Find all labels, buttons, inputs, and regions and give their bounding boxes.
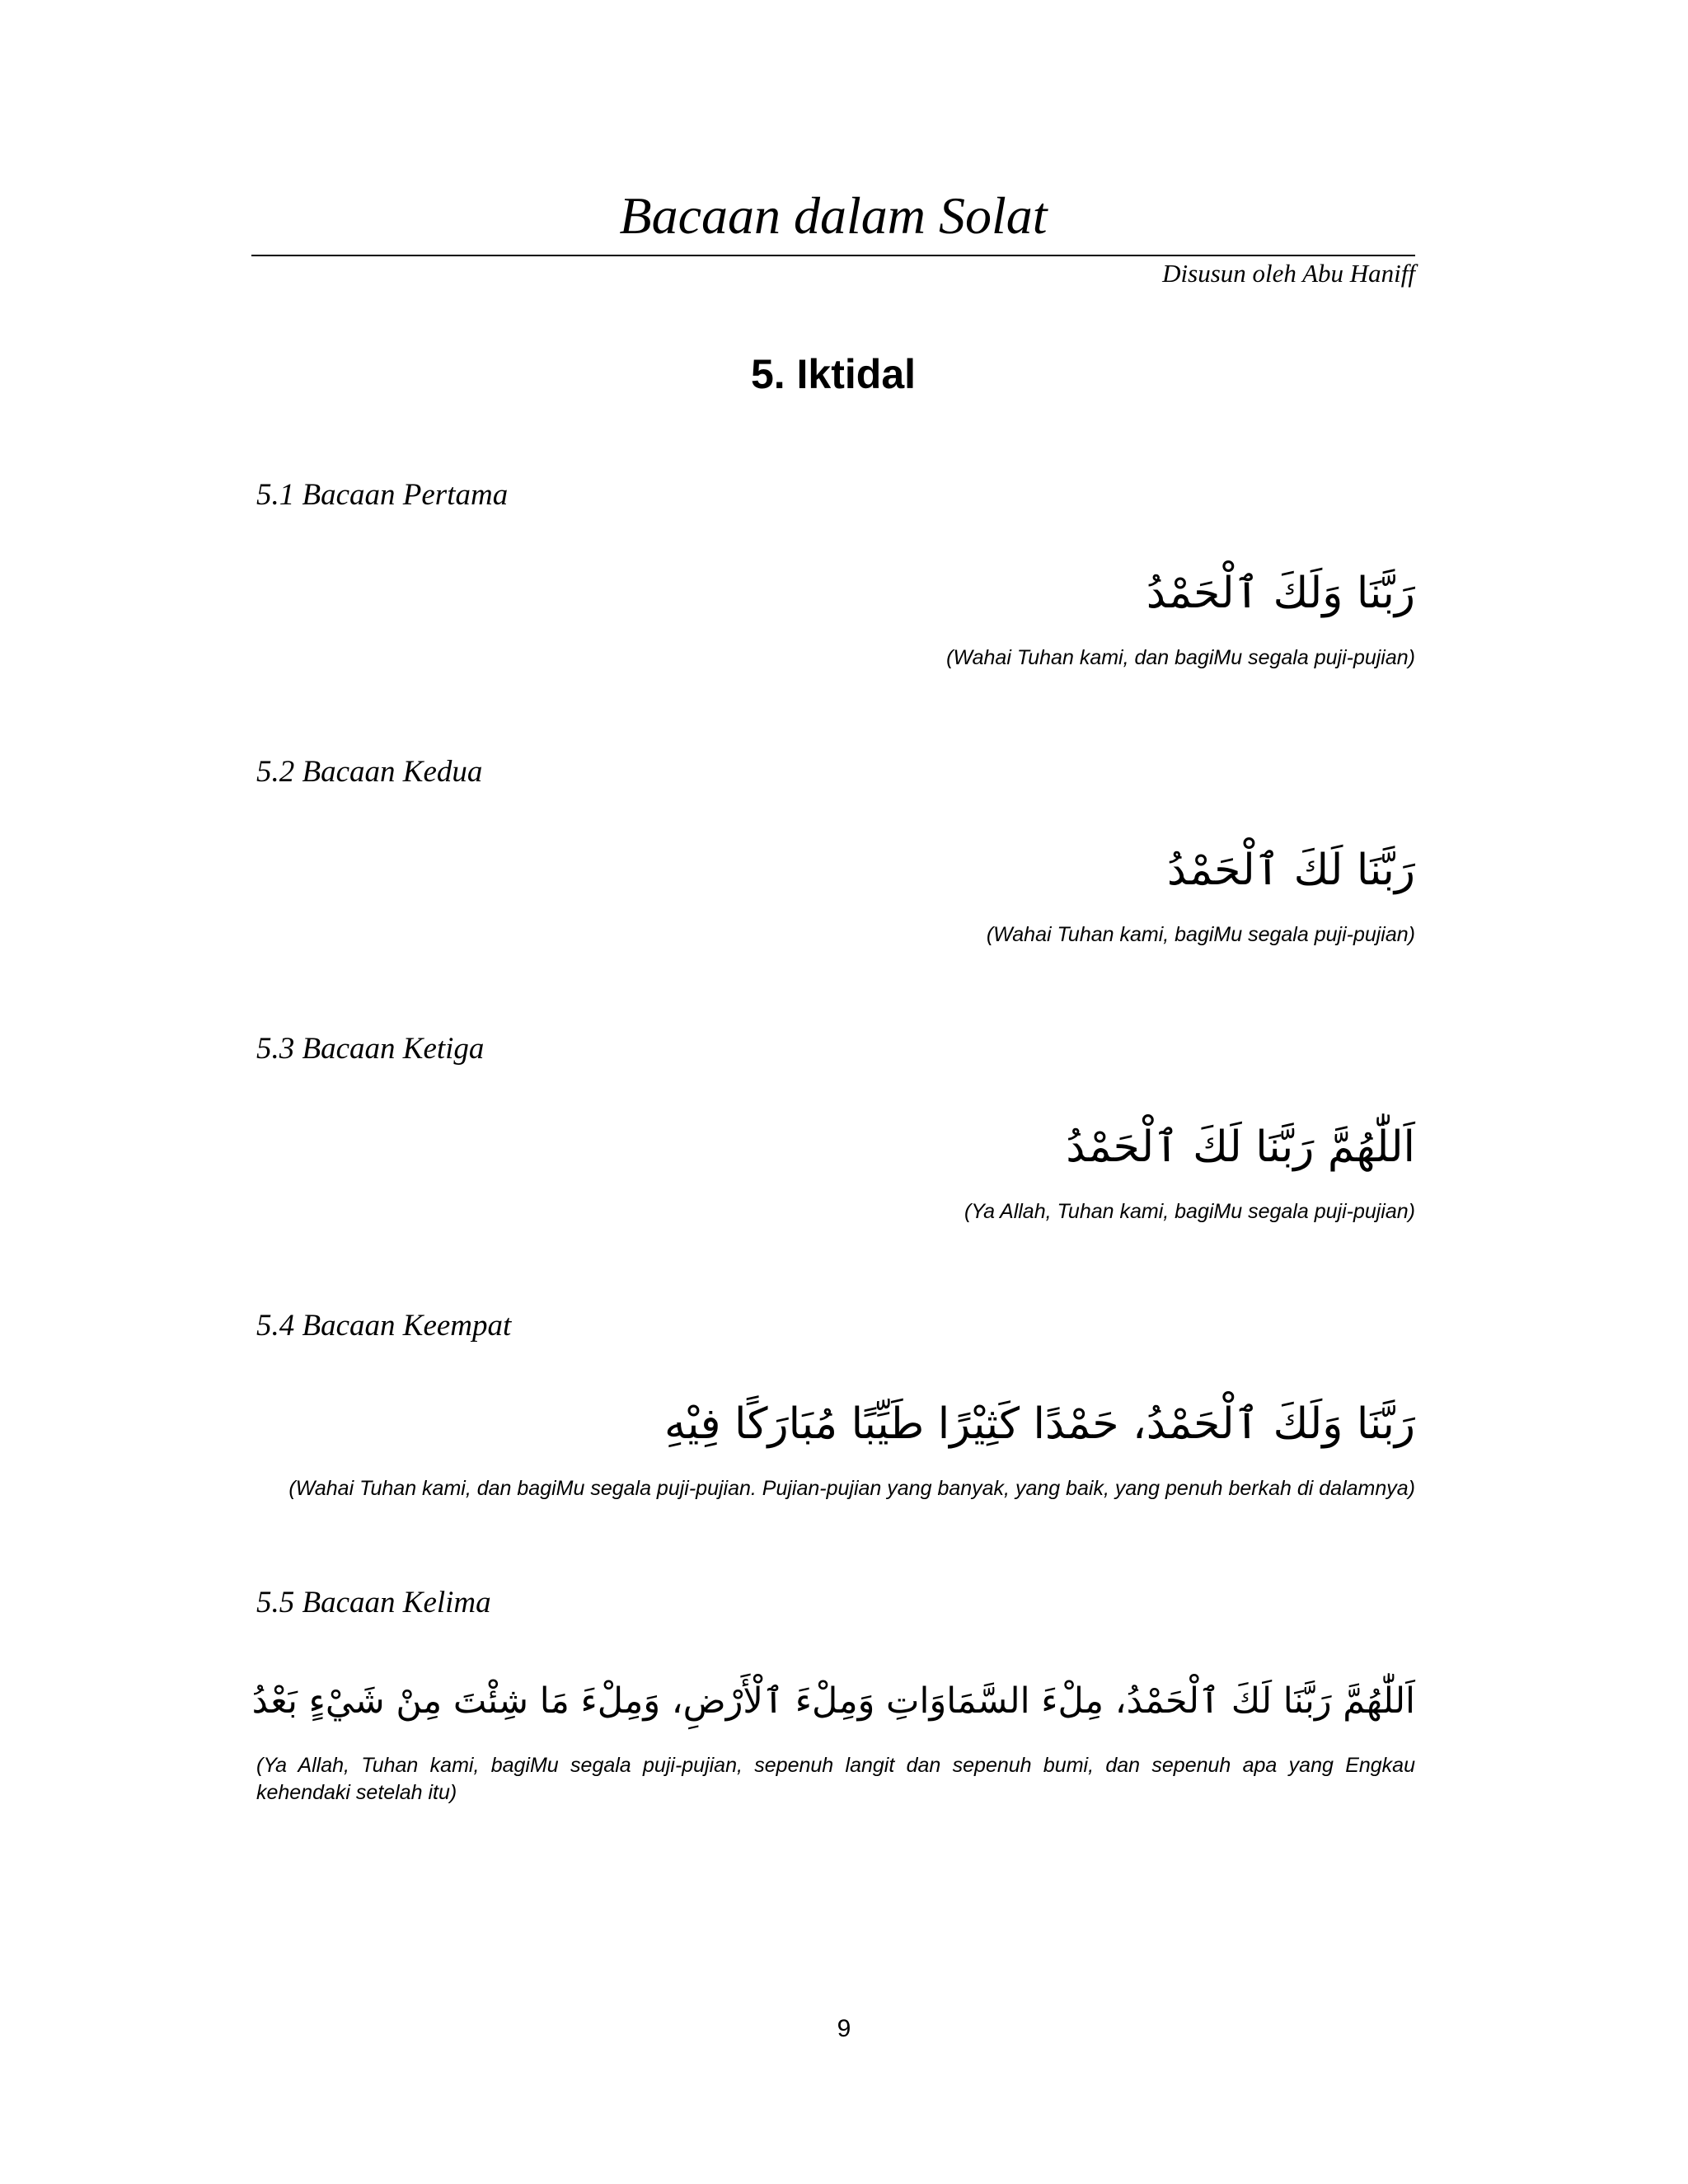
header-divider (251, 255, 1415, 256)
subsection-heading-5-4: 5.4 Bacaan Keempat (256, 1309, 512, 1343)
subsection-heading-5-5: 5.5 Bacaan Kelima (256, 1586, 491, 1619)
page-number: 9 (837, 2015, 851, 2042)
subsection-heading-5-2: 5.2 Bacaan Kedua (256, 755, 483, 789)
arabic-recitation-5-3: اَللّٰهُمَّ رَبَّنَا لَكَ ٱلْحَمْدُ (1066, 1122, 1415, 1172)
arabic-recitation-5-1: رَبَّنَا وَلَكَ ٱلْحَمْدُ (1146, 569, 1415, 618)
translation-5-2: (Wahai Tuhan kami, bagiMu segala puji-pujian) (986, 923, 1415, 946)
arabic-recitation-5-2: رَبَّنَا لَكَ ٱلْحَمْدُ (1166, 846, 1415, 895)
translation-5-5: (Ya Allah, Tuhan kami, bagiMu segala puji-pujian, sepenuh langit dan sepenuh bumi, dan sepenuh apa yang Engkau kehendaki setelah itu) (256, 1754, 1415, 1804)
document-title: Bacaan dalam Solat (619, 186, 1048, 245)
section-title: 5. Iktidal (750, 351, 917, 397)
translation-5-3: (Ya Allah, Tuhan kami, bagiMu segala puji-pujian) (964, 1200, 1415, 1223)
author-credit: Disusun oleh Abu Haniff (1162, 259, 1415, 288)
translation-5-4: (Wahai Tuhan kami, dan bagiMu segala puji-pujian. Pujian-pujian yang banyak, yang baik, yang penuh berkah di dalamnya) (288, 1477, 1415, 1500)
arabic-recitation-5-4: رَبَّنَا وَلَكَ ٱلْحَمْدُ، حَمْدًا كَثِيْرًا طَيِّبًا مُبَارَكًا فِيْهِ (664, 1399, 1415, 1449)
arabic-recitation-5-5: اَللّٰهُمَّ رَبَّنَا لَكَ ٱلْحَمْدُ، مِلْءَ السَّمَاوَاتِ وَمِلْءَ ٱلْأَرْضِ، وَمِلْءَ مَا شِئْتَ مِنْ شَيْءٍ بَعْدُ (251, 1680, 1415, 1722)
translation-5-1: (Wahai Tuhan kami, dan bagiMu segala puji-pujian) (946, 646, 1415, 669)
subsection-heading-5-1: 5.1 Bacaan Pertama (256, 478, 509, 512)
subsection-heading-5-3: 5.3 Bacaan Ketiga (256, 1032, 485, 1066)
